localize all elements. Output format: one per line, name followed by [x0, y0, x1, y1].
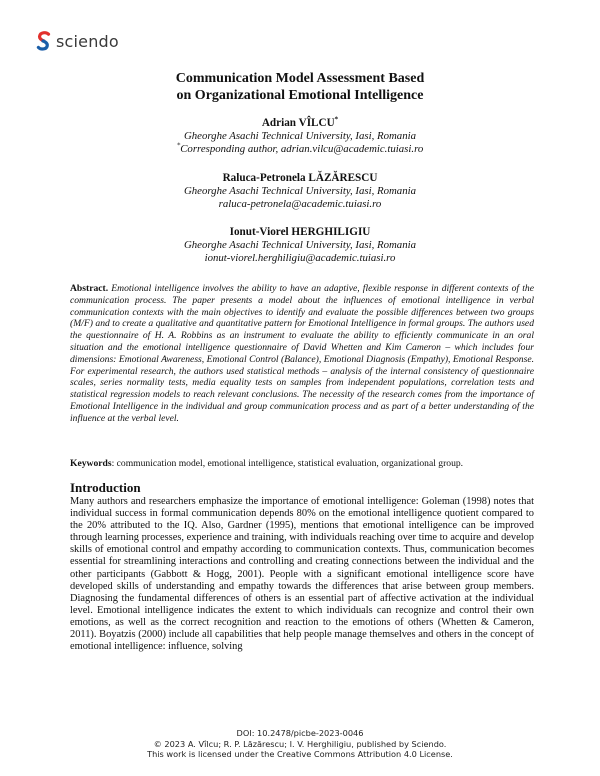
keywords-label: Keywords: [70, 458, 112, 469]
author-1-name: Adrian VÎLCU*: [261, 115, 339, 129]
publisher-logo: [36, 30, 119, 52]
title-line-1: Communication Model Assessment Based: [175, 71, 425, 86]
title-line-2: on Organizational Emotional Intelligence: [176, 88, 424, 103]
footer-license: This work is licensed under the Creative Commons Attribution 4.0 License.: [147, 749, 453, 760]
author-2: [0, 172, 600, 211]
introduction-text: Many authors and researchers emphasize the importance of emotional intelligence: Goleman (1998) notes that individual success in formal communication depends 80% on the emotional intelligence quotient compared to the 20% attributed to the IQ. Also, Gardner (1995), mentions that emotional intelligence can be improved through learning processes, experience and training, with individuals reaching over time to acquire and develop skills of emotional control and empathy according to communication contexts. Thus, communication becomes essential for streamlining interactions and controlling and creating connections between the individual and the other participants (Gabbott & Hogg, 2001). People with a significant emotional intelligence score have developed skills of understanding and empathy towards the differences that arise between group members. Diagnosing the fundamental differences of others is an essential part of affective activation at the individual level. Emotional intelligence indicates the extent to which individuals can recognize and control their own emotions, as well as the correct recognition and reaction to the emotions of others (Whetten & Cameron, 2011). Boyatzis (2000) include all capabilities that help people manage themselves and others in the concept of emotional intelligence: influence, solving: [70, 496, 534, 653]
sciendo-logo-icon: [36, 31, 51, 51]
corresponding-author-note: *Corresponding author, adrian.vilcu@academic.tuiasi.ro: [176, 141, 424, 155]
abstract-label: Abstract.: [70, 283, 109, 294]
page-footer: [0, 728, 600, 760]
abstract: [70, 283, 534, 425]
paper-title: [0, 70, 600, 104]
author-2-affiliation: Gheorghe Asachi Technical University, Iasi, Romania: [183, 185, 416, 197]
footer-copyright: © 2023 A. Vîlcu; R. P. Lăzărescu; I. V. Herghiligiu, published by Sciendo.: [153, 738, 447, 749]
logo-wordmark: sciendo: [56, 31, 119, 51]
author-2-email: raluca-petronela@academic.tuiasi.ro: [218, 198, 382, 210]
abstract-text: Emotional intelligence involves the ability to have an adaptive, flexible response in different contexts of the communication process. The paper presents a model about the influences of emotional intelligence in verbal communication contexts with the main objectives to identify and evaluate the possible differences between two groups (M/F) and to create a qualitative and quantitative pattern for Emotional Intelligence in formal groups. The authors used the questionnaire of H. A. Robbins as an instrument to evaluate the ability to efficiently communicate in an oral situation and the emotional intelligence questionnaire of David Whetten and Kim Cameron – which includes four dimensions: Emotional Awareness, Emotional Control (Balance), Emotional Diagnosis (Empathy), Emotional Response. For experimental research, the authors used statistical methods – analysis of the internal consistency of questionnaire scales, series normality tests, media equality tests on samples from independent populations, correlation tests and statistical regression models to reach relevant conclusions. The necessity of the research comes from the importance of Emotional Intelligence in the individual and group communication process and as part of a better understanding of the influence at the verbal level.: [70, 283, 534, 424]
author-3-affiliation: Gheorghe Asachi Technical University, Iasi, Romania: [183, 239, 416, 251]
keywords-text: : communication model, emotional intelligence, statistical evaluation, organizational group.: [111, 458, 464, 469]
footer-doi: DOI: 10.2478/picbe-2023-0046: [236, 728, 364, 738]
author-3-email: ionut-viorel.herghiligiu@academic.tuiasi.ro: [204, 252, 396, 264]
keywords: [70, 458, 540, 470]
author-1-affiliation: Gheorghe Asachi Technical University, Iasi, Romania: [183, 130, 416, 142]
author-3: [0, 226, 600, 265]
author-1: [0, 117, 600, 156]
introduction-heading: Introduction: [70, 480, 141, 495]
author-2-name: Raluca-Petronela LĂZĂRESCU: [222, 172, 378, 184]
author-3-name: Ionut-Viorel HERGHILIGIU: [229, 226, 371, 238]
